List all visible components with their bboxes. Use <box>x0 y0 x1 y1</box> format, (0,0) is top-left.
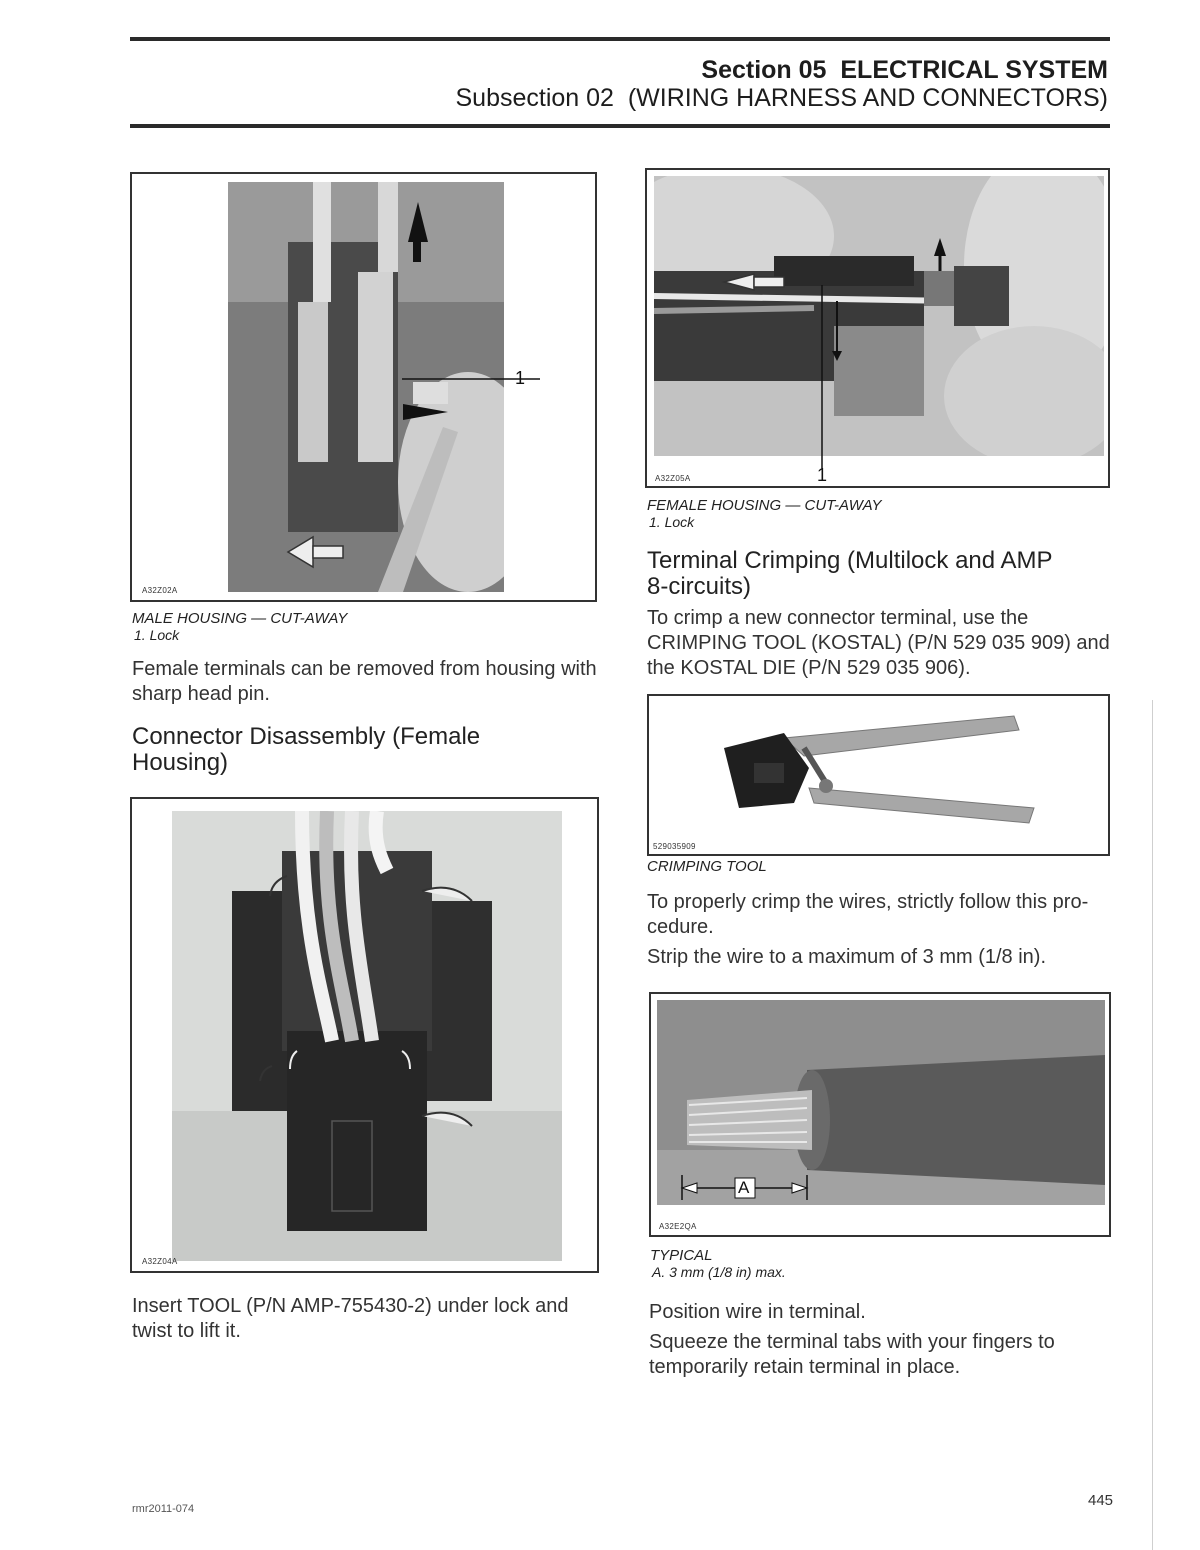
paragraph: Insert TOOL (P/N AMP-755430-2) under lock and twist to lift it. <box>132 1295 569 1342</box>
header-top-rule <box>130 37 1110 41</box>
section-heading: Section 05 ELECTRICAL SYSTEM <box>701 56 1108 84</box>
female-housing-cutaway-photo <box>654 176 1104 456</box>
male-housing-photo <box>228 182 504 592</box>
figure-caption: CRIMPING TOOL <box>647 858 767 875</box>
header-bottom-rule <box>130 124 1110 128</box>
page-number: 445 <box>1088 1492 1114 1509</box>
figure-caption: MALE HOUSING — CUT-AWAY 1. Lock <box>132 610 348 643</box>
scan-margin-line <box>1152 700 1153 1550</box>
paragraph: Strip the wire to a maximum of 3 mm (1/8 in). <box>647 946 1047 968</box>
figure-code: A32Z05A <box>655 474 691 483</box>
document-code: rmr2011-074 <box>132 1503 195 1515</box>
lock-leader-line <box>817 285 827 470</box>
figure-code: A32E2QA <box>659 1222 697 1231</box>
callout-A: A <box>738 1178 750 1197</box>
section-heading-connector-disassembly: Connector Disassembly (Female Housing) <box>132 723 481 776</box>
figure-male-housing <box>130 172 597 602</box>
figure-crimping-tool <box>647 694 1110 856</box>
subsection-heading: Subsection 02 (WIRING HARNESS AND CONNECTORS) <box>455 84 1108 112</box>
figure-caption: FEMALE HOUSING — CUT-AWAY 1. Lock <box>647 497 882 530</box>
figure-female-housing-disassembly <box>130 797 599 1273</box>
figure-code: A32Z02A <box>142 586 178 595</box>
crimping-tool-illustration <box>714 708 1054 828</box>
paragraph: Female terminals can be removed from housing with sharp head pin. <box>132 658 597 705</box>
section-heading-terminal-crimping: Terminal Crimping (Multilock and AMP 8-circuits) <box>647 547 1053 600</box>
female-housing-photo <box>172 811 562 1261</box>
paragraph: To properly crimp the wires, strictly follow this pro- cedure. <box>647 891 1089 938</box>
figure-stripped-wire <box>649 992 1111 1237</box>
figure-caption: TYPICAL A. 3 mm (1/8 in) max. <box>650 1247 786 1280</box>
stripped-wire-photo <box>657 1000 1105 1205</box>
figure-code: A32Z04A <box>142 1257 178 1266</box>
paragraph: Squeeze the terminal tabs with your fingers to temporarily retain terminal in place. <box>649 1331 1055 1378</box>
callout-1: 1 <box>515 368 526 388</box>
callout-1: 1 <box>817 465 828 485</box>
paragraph: Position wire in terminal. <box>649 1301 866 1323</box>
figure-code: 529035909 <box>653 842 696 851</box>
figure-female-housing-cutaway <box>645 168 1110 488</box>
paragraph: To crimp a new connector terminal, use the CRIMPING TOOL (KOSTAL) (P/N 529 035 909) and the KOSTAL DIE (P/N 529 035 906). <box>647 607 1110 679</box>
